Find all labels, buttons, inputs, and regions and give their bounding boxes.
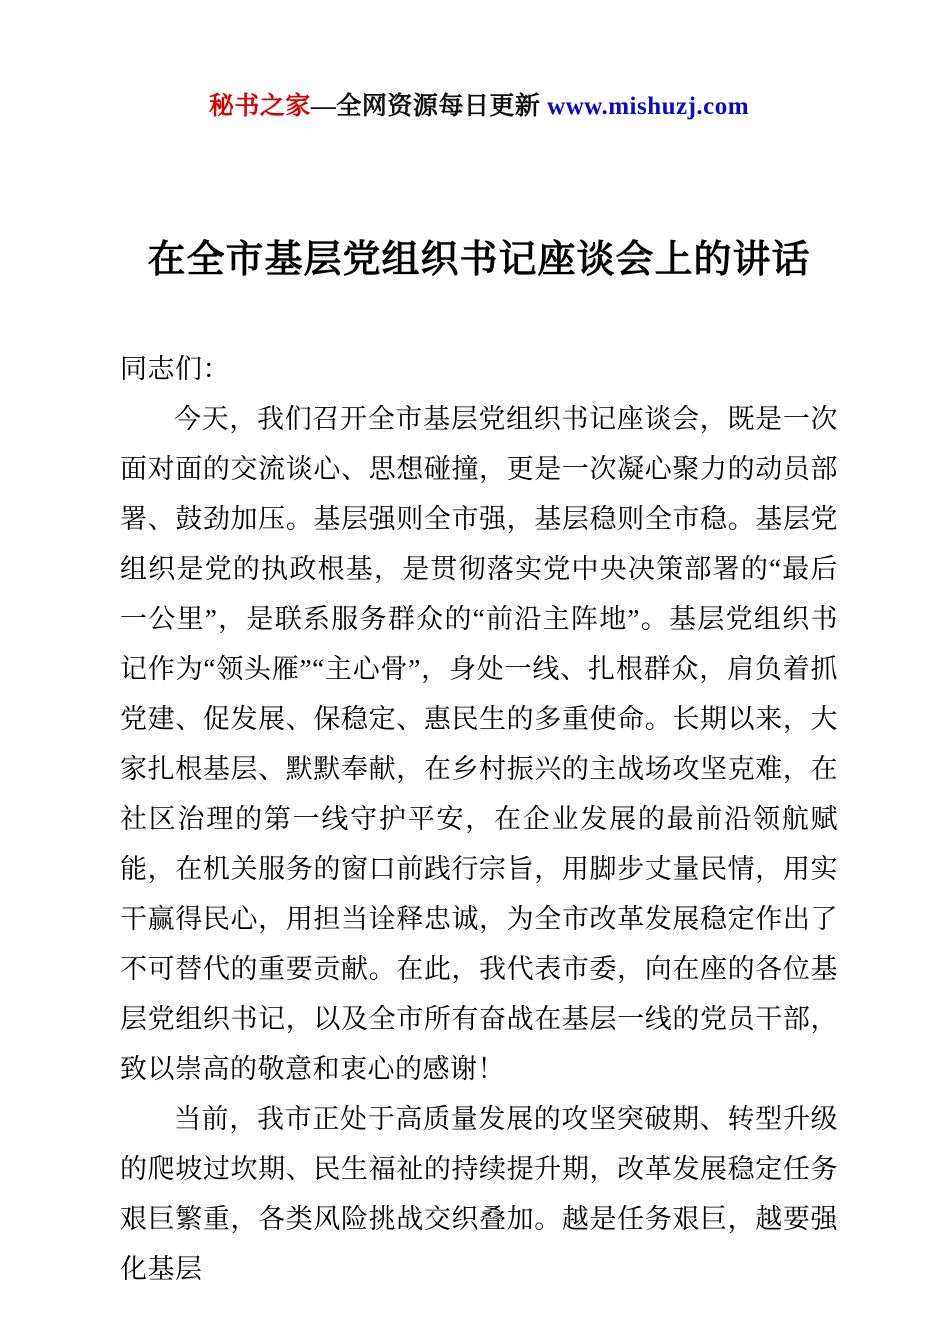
salutation: 同志们： [120,353,230,384]
paragraph-2: 当前，我市正处于高质量发展的攻坚突破期、转型升级的爬坡过坎期、民生福祉的持续提升期，改革发展稳定任务艰巨繁重，各类风险挑战交织叠加。越是任务艰巨，越要强化基层 [120,1103,838,1284]
document-body [120,344,838,1294]
site-header [120,86,838,122]
site-url-link[interactable]: www.mishuzj.com [547,93,750,120]
site-tagline: —全网资源每日更新 [310,93,548,120]
site-brand: 秘书之家 [208,93,311,120]
document-title: 在全市基层党组织书记座谈会上的讲话 [147,239,811,281]
paragraph-1: 今天，我们召开全市基层党组织书记座谈会，既是一次面对面的交流谈心、思想碰撞，更是一次凝心聚力的动员部署、鼓劲加压。基层强则全市强，基层稳则全市稳。基层党组织是党的执政根基，是贯彻落实党中央决策部署的“最后一公里”，是联系服务群众的“前沿主阵地”。基层党组织书记作为“领头雁”“主心骨”，身处一线、扎根群众，肩负着抓党建、促发展、保稳定、惠民生的多重使命。长期以来，大家扎根基层、默默奉献，在乡村振兴的主战场攻坚克难，在社区治理的第一线守护平安，在企业发展的最前沿领航赋能，在机关服务的窗口前践行宗旨，用脚步丈量民情，用实干赢得民心，用担当诠释忠诚，为全市改革发展稳定作出了不可替代的重要贡献。在此，我代表市委，向在座的各位基层党组织书记，以及全市所有奋战在基层一线的党员干部，致以崇高的敬意和衷心的感谢！ [120,403,838,1084]
